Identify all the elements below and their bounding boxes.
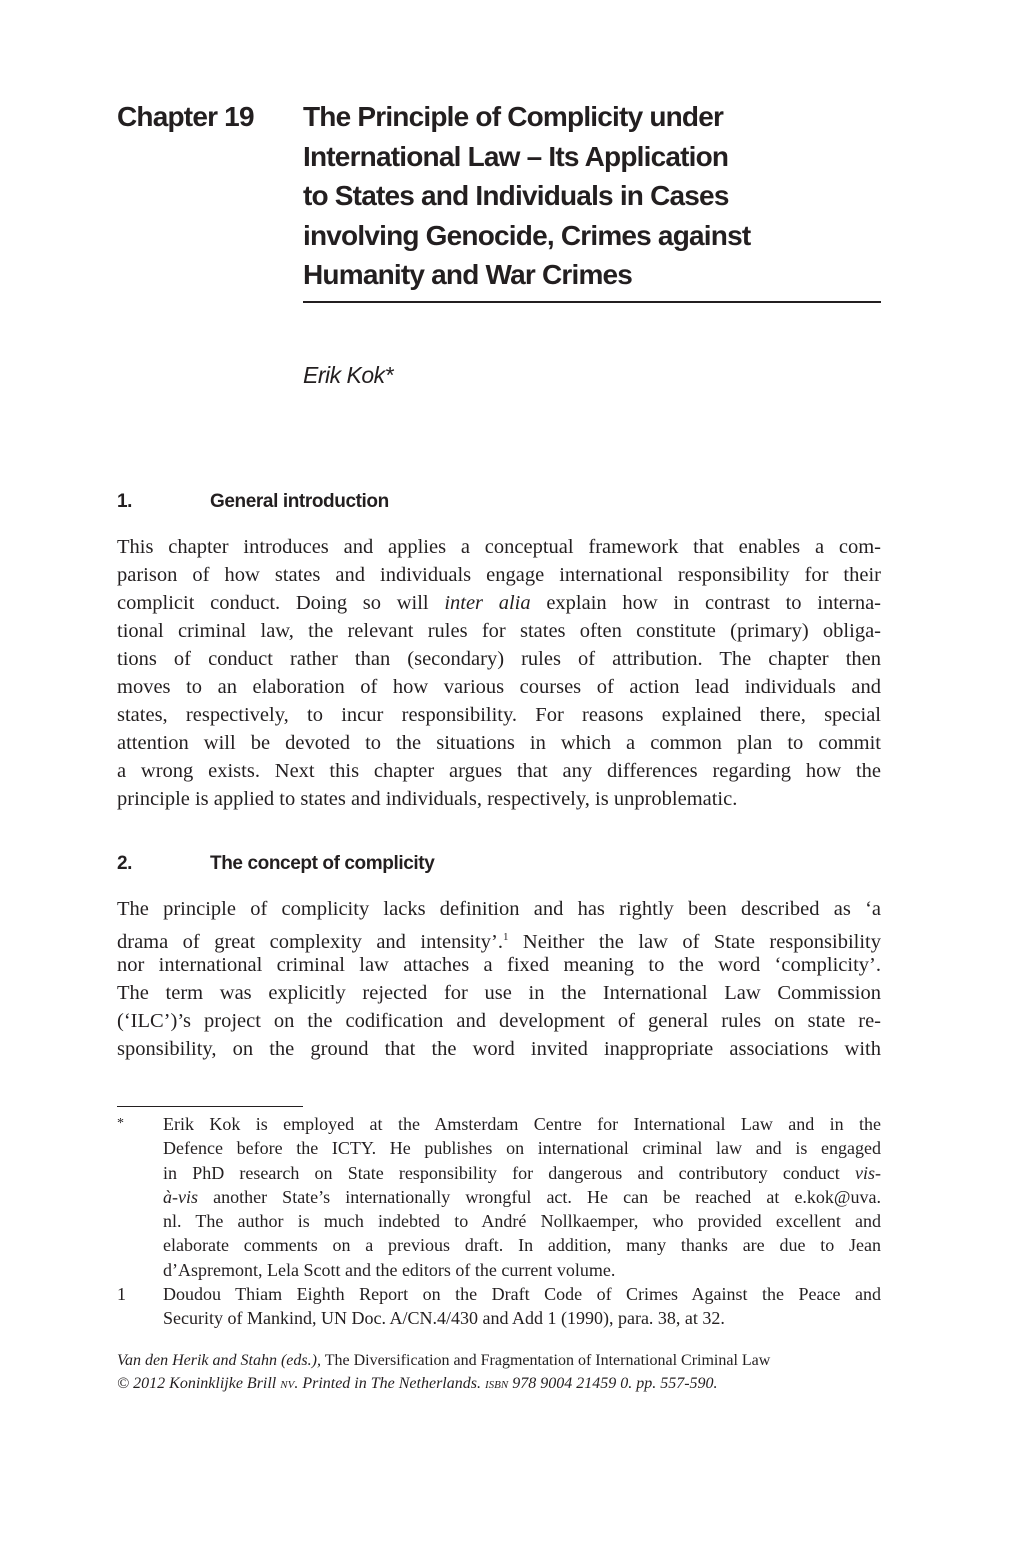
text-line: in PhD research on State responsibility for dangerous and contributory conduct vis- <box>163 1162 881 1183</box>
text-line: elaborate comments on a previous draft. In addition, many thanks are due to Jean <box>163 1235 881 1256</box>
text-line: à-vis another State’s internationally wrongful act. He can be reached at e.kok@uva. <box>163 1186 881 1207</box>
footnote-reference: 1 <box>502 931 509 943</box>
text-line: Erik Kok is employed at the Amsterdam Centre for International Law and in the <box>163 1114 881 1134</box>
footnote-rule <box>117 1106 303 1107</box>
footnote-text <box>163 1282 881 1331</box>
source-printed: . Printed in The Netherlands. <box>294 1375 481 1392</box>
chapter-label: Chapter 19 <box>117 101 254 132</box>
source-editors: Van den Herik and Stahn (eds.), <box>117 1352 321 1369</box>
text-line: a wrong exists. Next this chapter argues that any differences regarding how the <box>117 760 881 782</box>
footnote-1 <box>117 1282 881 1331</box>
text-line: (‘ILC’)’s project on the codification and development of general rules on state re- <box>117 1010 881 1032</box>
text-line: sponsibility, on the ground that the word invited inappropriate associations with <box>117 1038 881 1060</box>
text-line: Security of Mankind, UN Doc. A/CN.4/430 and Add 1 (1990), para. 38, at 32. <box>163 1308 725 1329</box>
text-line: states, respectively, to incur responsibility. For reasons explained there, special <box>117 704 881 726</box>
source-book-title: The Diversification and Fragmentation of International Criminal Law <box>324 1352 771 1369</box>
text-line: complicit conduct. Doing so will inter alia explain how in contrast to interna- <box>117 592 881 614</box>
text-line: attention will be devoted to the situations in which a common plan to commit <box>117 732 881 754</box>
section-number: 2. <box>117 853 133 874</box>
source-citation <box>117 1349 881 1395</box>
source-nv: nv <box>280 1375 295 1392</box>
text-line: nor international criminal law attaches a fixed meaning to the word ‘complicity’. <box>117 954 881 976</box>
text-line: Defence before the ICTY. He publishes on international criminal law and is engaged <box>163 1138 881 1159</box>
text-line: moves to an elaboration of how various courses of action lead individuals and <box>117 676 881 698</box>
chapter-title <box>303 97 883 295</box>
section-2-paragraph <box>117 895 881 1063</box>
source-copyright: © 2012 Koninklijke Brill <box>117 1375 277 1392</box>
footnote-author <box>117 1112 881 1282</box>
section-1-paragraph <box>117 533 881 813</box>
text-line: This chapter introduces and applies a conceptual framework that enables a com- <box>117 536 881 558</box>
text-line: principle is applied to states and individuals, respectively, is unproblematic. <box>117 788 738 810</box>
footnote-text <box>163 1112 881 1282</box>
chapter-title-line: to States and Individuals in Cases <box>303 180 729 211</box>
title-rule <box>303 301 881 303</box>
text-line: tions of conduct rather than (secondary) rules of attribution. The chapter then <box>117 648 881 670</box>
footnote-mark: * <box>117 1116 124 1131</box>
section-title: The concept of complicity <box>210 853 435 874</box>
text-line: d’Aspremont, Lela Scott and the editors of the current volume. <box>163 1259 616 1280</box>
text-line: tional criminal law, the relevant rules for states often constitute (primary) obliga- <box>117 620 881 642</box>
italic-text: à-vis <box>163 1186 198 1207</box>
text-line: nl. The author is much indebted to André Nollkaemper, who provided excellent and <box>163 1211 881 1232</box>
text-line: parison of how states and individuals engage international responsibility for their <box>117 564 881 586</box>
source-isbn: 978 9004 21459 0. pp. 557-590. <box>512 1375 718 1392</box>
source-isbn-label: isbn <box>484 1375 509 1392</box>
author-name: Erik Kok* <box>303 362 394 388</box>
chapter-title-line: involving Genocide, Crimes against <box>303 219 751 251</box>
text-line: Doudou Thiam Eighth Report on the Draft Code of Crimes Against the Peace and <box>163 1284 881 1305</box>
text-line: drama of great complexity and intensity’.$^1$ Neither the law of State responsibility <box>117 930 881 953</box>
text-line: The term was explicitly rejected for use in the International Law Commission <box>117 982 881 1004</box>
section-number: 1. <box>117 491 133 512</box>
section-title: General introduction <box>210 491 389 512</box>
chapter-title-line: The Principle of Complicity under <box>303 101 724 132</box>
italic-text: vis- <box>855 1162 881 1183</box>
chapter-title-line: Humanity and War Crimes <box>303 259 633 290</box>
chapter-title-line: International Law – Its Application <box>303 140 729 172</box>
italic-text: inter alia <box>444 592 531 614</box>
footnotes <box>117 1112 881 1331</box>
footnote-mark: 1 <box>117 1284 126 1305</box>
text-line: The principle of complicity lacks definition and has rightly been described as ‘a <box>117 898 881 920</box>
